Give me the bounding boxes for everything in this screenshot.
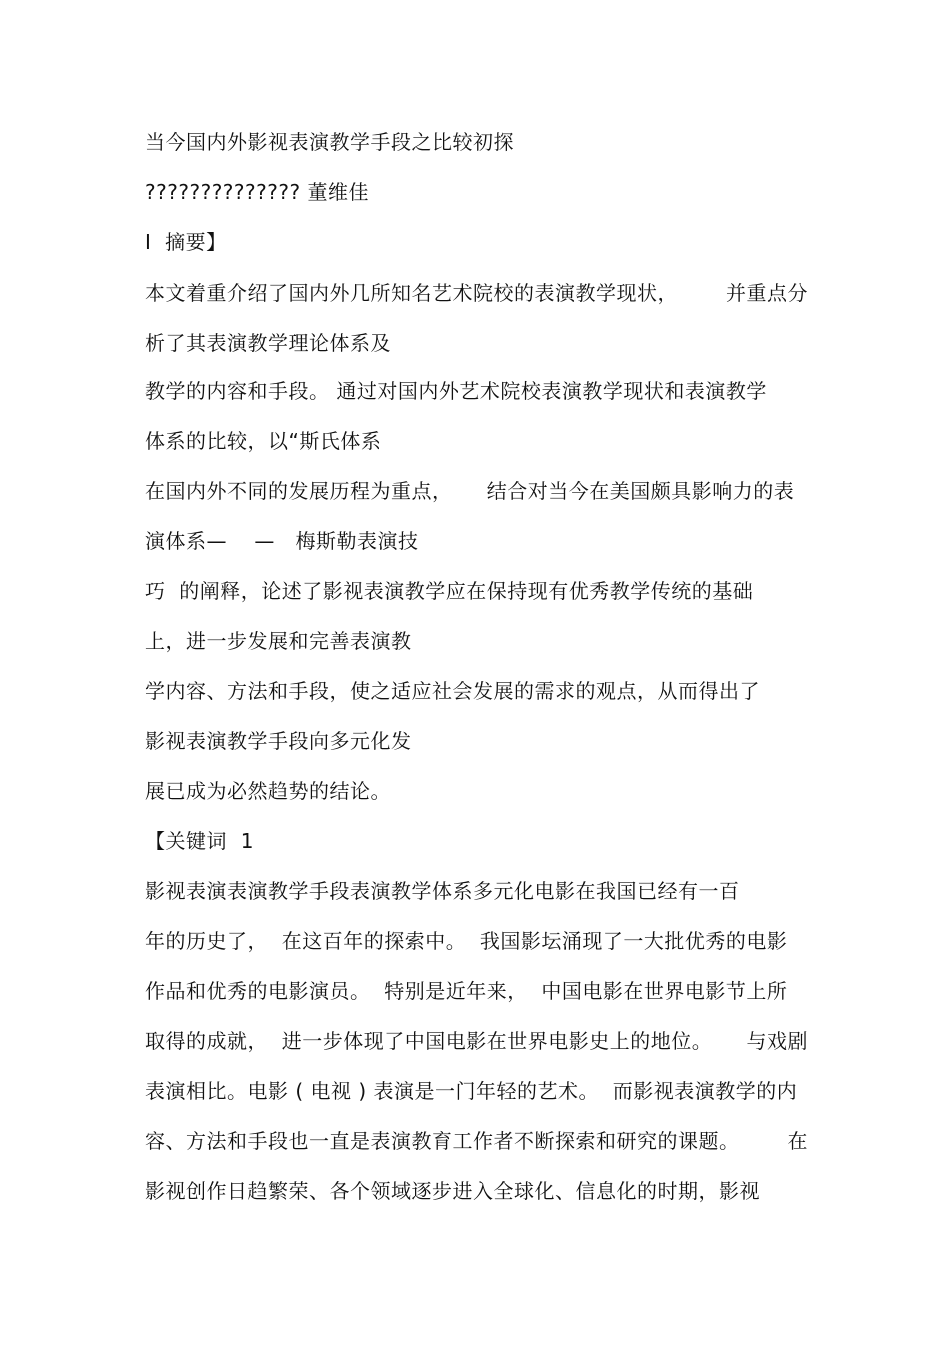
- abstract-line: 析了其表演教学理论体系及: [145, 331, 391, 355]
- body-line: 年的历史了， 在这百年的探索中。 我国影坛涌现了一大批优秀的电影: [145, 929, 788, 953]
- abstract-line: 体系的比较，以“斯氏体系: [145, 429, 382, 453]
- abstract-line: 上，进一步发展和完善表演教: [145, 629, 412, 653]
- abstract-line: 本文着重介绍了国内外几所知名艺术院校的表演教学现状， 并重点分: [145, 281, 809, 305]
- keywords-heading: 【关键词 1: [145, 829, 254, 853]
- abstract-heading: I 摘要】: [145, 230, 227, 254]
- body-line: 表演相比。电影 ( 电视 ) 表演是一门年轻的艺术。 而影视表演教学的内: [145, 1079, 798, 1103]
- abstract-line: 展已成为必然趋势的结论。: [145, 779, 391, 803]
- body-line: 影视创作日趋繁荣、各个领域逐步进入全球化、信息化的时期，影视: [145, 1179, 760, 1203]
- author-line: ?????????????? 董维佳: [145, 180, 369, 204]
- abstract-line: 巧 的阐释，论述了影视表演教学应在保持现有优秀教学传统的基础: [145, 579, 754, 603]
- body-line: 容、方法和手段也一直是表演教育工作者不断探索和研究的课题。 在: [145, 1129, 809, 1153]
- abstract-line: 影视表演教学手段向多元化发: [145, 729, 412, 753]
- abstract-line: 教学的内容和手段。 通过对国内外艺术院校表演教学现状和表演教学: [145, 379, 767, 403]
- abstract-line: 在国内外不同的发展历程为重点， 结合对当今在美国颇具影响力的表: [145, 479, 795, 503]
- body-line: 取得的成就， 进一步体现了中国电影在世界电影史上的地位。 与戏剧: [145, 1029, 809, 1053]
- abstract-line: 学内容、方法和手段，使之适应社会发展的需求的观点，从而得出了: [145, 679, 760, 703]
- abstract-line: 演体系— — 梅斯勒表演技: [145, 529, 419, 553]
- body-line: 作品和优秀的电影演员。 特别是近年来， 中国电影在世界电影节上所: [145, 979, 788, 1003]
- document-title: 当今国内外影视表演教学手段之比较初探: [145, 130, 514, 154]
- body-line: 影视表演表演教学手段表演教学体系多元化电影在我国已经有一百: [145, 879, 740, 903]
